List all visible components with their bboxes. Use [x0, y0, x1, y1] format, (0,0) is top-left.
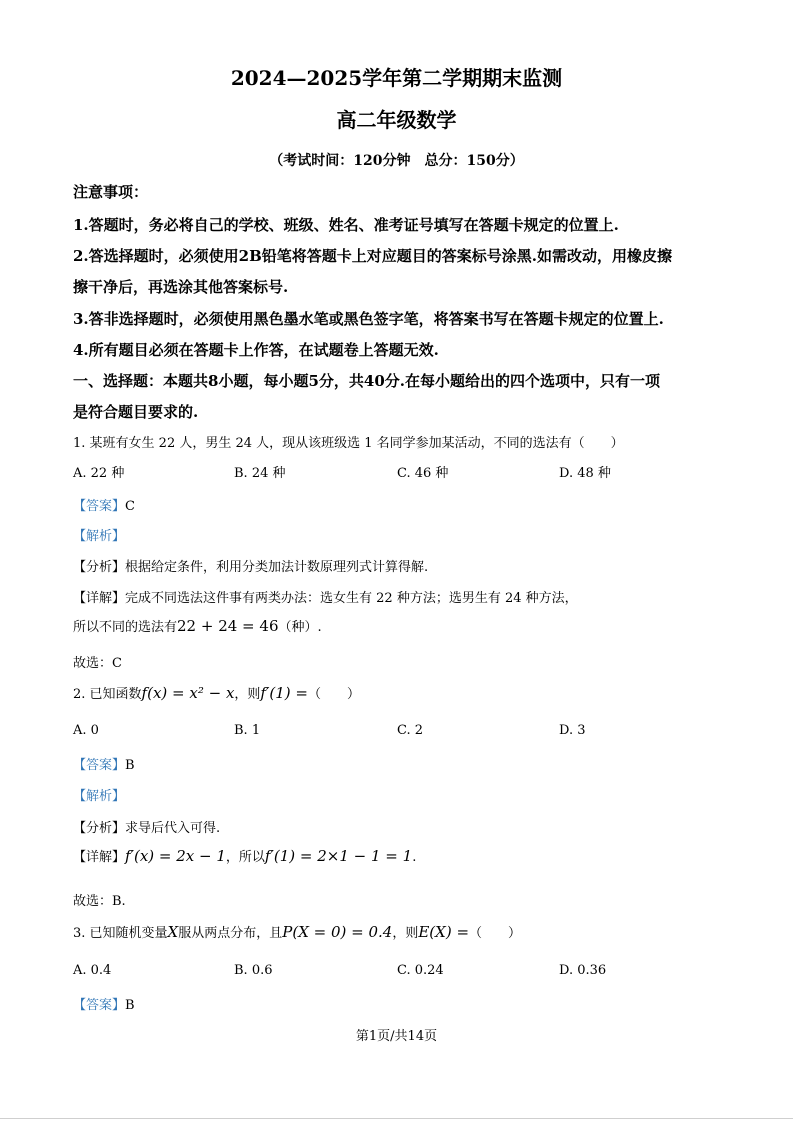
q3-option-c: C. 0.24	[397, 963, 444, 978]
q2-xiangjie	[73, 846, 416, 865]
q1-answer-value: C	[125, 499, 135, 514]
q2-analysis-label: 【解析】	[73, 789, 126, 804]
q1-fenxi-text: 根据给定条件，利用分类加法计数原理列式计算得解.	[125, 560, 429, 575]
q2-stem-suffix: （ ）	[307, 687, 360, 702]
q3-answer-value: B	[125, 998, 135, 1013]
q3-stem-suffix: （ ）	[469, 926, 522, 941]
q2-conclusion: 故选：B.	[73, 894, 126, 909]
q2-stem-mid: ，则	[234, 687, 261, 702]
notice-item-2b: 擦干净后，再选涂其他答案标号.	[73, 278, 289, 296]
q1-option-b: B. 24 种	[234, 466, 286, 481]
page-bottom-divider	[0, 1118, 793, 1119]
q2-stem	[73, 683, 360, 702]
q1-calc-expr: 22 + 24 = 46	[177, 617, 279, 635]
page-footer: 第1页/共14页	[355, 1029, 438, 1044]
q2-stem-ask: f′(1) =	[260, 684, 308, 702]
q2-xiangjie-expr2: f′(1) = 2×1 − 1 = 1	[264, 847, 413, 865]
q3-option-a: A. 0.4	[73, 963, 112, 978]
q3-stem	[73, 922, 521, 941]
xiangjie-label: 【详解】	[73, 591, 126, 606]
q1-conclusion: 故选：C	[73, 656, 122, 671]
q2-answer-value: B	[125, 758, 135, 773]
answer-label: 【答案】	[73, 998, 126, 1013]
q2-stem-func: f(x) = x² − x	[141, 684, 235, 702]
q2-option-c: C. 2	[397, 723, 424, 738]
fenxi-label: 【分析】	[73, 821, 126, 836]
q1-option-a: A. 22 种	[73, 466, 125, 481]
q3-stem-prefix: 3. 已知随机变量	[73, 926, 168, 941]
notice-item-3: 3.答非选择题时，必须使用黑色墨水笔或黑色签字笔，将答案书写在答题卡规定的位置上.	[73, 310, 664, 328]
q1-analysis-label: 【解析】	[73, 529, 126, 544]
q1-calc	[73, 616, 322, 635]
q2-xiangjie-mid: ，所以	[225, 850, 265, 865]
q2-option-a: A. 0	[73, 723, 99, 738]
section-heading-line1: 一、选择题：本题共8小题，每小题5分，共40分.在每小题给出的四个选项中，只有一项	[73, 372, 660, 390]
q1-fenxi	[73, 556, 428, 575]
q3-stem-prob: P(X = 0) = 0.4	[282, 923, 393, 941]
answer-label: 【答案】	[73, 758, 126, 773]
q3-answer	[73, 994, 135, 1013]
q2-fenxi	[73, 817, 220, 836]
answer-label: 【答案】	[73, 499, 126, 514]
q2-option-d: D. 3	[559, 723, 586, 738]
notice-item-4: 4.所有题目必须在答题卡上作答，在试题卷上答题无效.	[73, 341, 439, 359]
q1-option-d: D. 48 种	[559, 466, 611, 481]
q2-fenxi-text: 求导后代入可得.	[125, 821, 221, 836]
q3-stem-mid2: ，则	[392, 926, 419, 941]
q1-stem: 1. 某班有女生 22 人，男生 24 人，现从该班级选 1 名同学参加某活动，不同的选法有（ ）	[73, 436, 624, 451]
page-title: 2024—2025学年第二学期期末监测	[230, 66, 563, 90]
exam-info: （考试时间：120分钟 总分：150分）	[269, 153, 524, 169]
xiangjie-label: 【详解】	[73, 850, 126, 865]
q1-answer	[73, 495, 135, 514]
q2-xiangjie-expr: f′(x) = 2x − 1	[125, 847, 226, 865]
q1-option-c: C. 46 种	[397, 466, 449, 481]
q2-xiangjie-end: .	[412, 850, 417, 865]
q1-calc-prefix: 所以不同的选法有	[73, 620, 178, 635]
notice-item-1: 1.答题时，务必将自己的学校、班级、姓名、准考证号填写在答题卡规定的位置上.	[73, 216, 619, 234]
page-subtitle: 高二年级数学	[336, 108, 457, 132]
q3-stem-var: X	[167, 923, 179, 941]
notice-item-2a: 2.答选择题时，必须使用2B铅笔将答题卡上对应题目的答案标号涂黑.如需改动，用橡皮擦	[73, 247, 673, 265]
q1-xiangjie	[73, 587, 578, 606]
q2-answer	[73, 754, 135, 773]
q3-option-b: B. 0.6	[234, 963, 273, 978]
q1-calc-suffix: （种）.	[278, 620, 322, 635]
q2-stem-prefix: 2. 已知函数	[73, 687, 142, 702]
notice-heading: 注意事项：	[73, 183, 149, 201]
q2-option-b: B. 1	[234, 723, 261, 738]
q3-stem-ask: E(X) =	[418, 923, 470, 941]
section-heading-line2: 是符合题目要求的.	[73, 403, 199, 421]
q1-xiangjie-text: 完成不同选法这件事有两类办法：选女生有 22 种方法；选男生有 24 种方法，	[125, 591, 578, 606]
q3-stem-mid: 服从两点分布，且	[178, 926, 283, 941]
q3-option-d: D. 0.36	[559, 963, 607, 978]
fenxi-label: 【分析】	[73, 560, 126, 575]
